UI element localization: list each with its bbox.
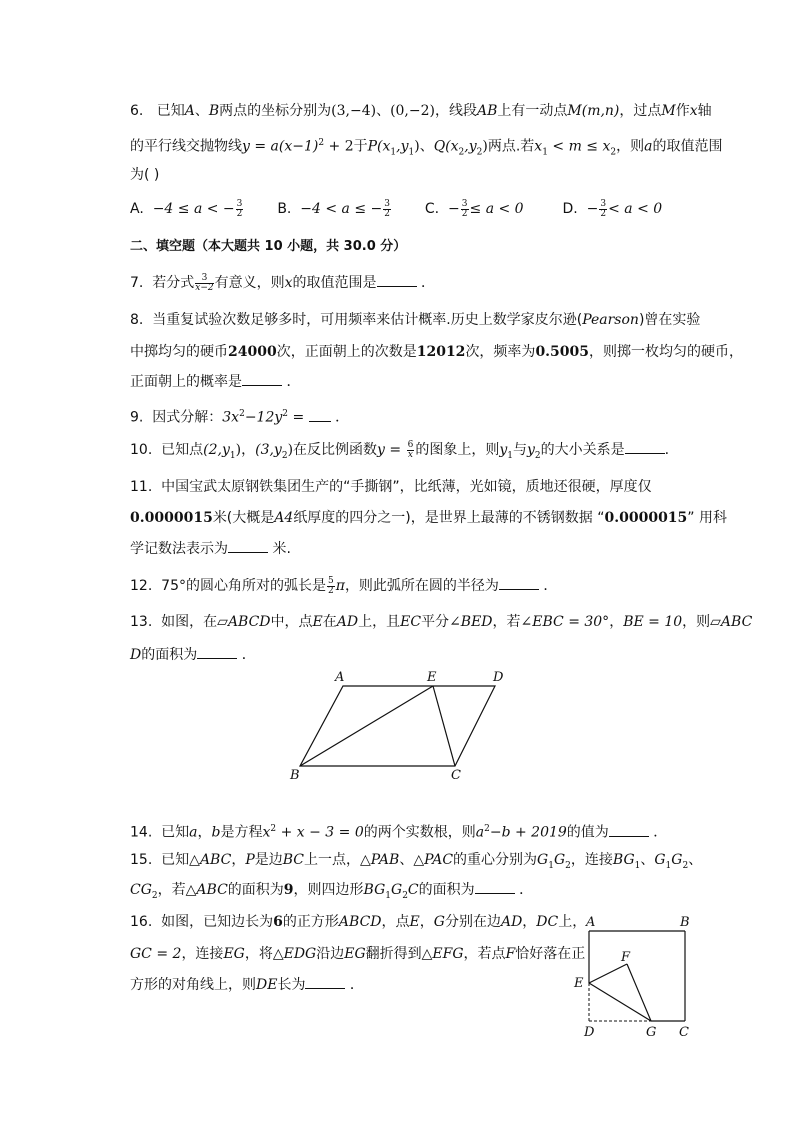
segment-fg [627, 964, 651, 1021]
answer-blank[interactable] [625, 441, 665, 454]
q8-line3: 正面朝上的概率是 ． [130, 374, 301, 390]
answer-blank[interactable] [309, 409, 331, 422]
q14-line: 14. 已知a，b是方程$x^2 + x - 3 = 0$的两个实数根，则$a^2-b + 2019$的值为 ． [130, 824, 668, 841]
q8-line1: 8. 当重复试验次数足够多时，可用频率来估计概率.历史上数学家皮尔逊(Pearson)曾在实验 [130, 312, 701, 328]
parallelogram-figure [285, 668, 515, 783]
fraction: $\frac{3}{2}$ [236, 198, 243, 219]
q16-line2: GC = 2，连接EG，将△EDG沿边EG翻折得到△EFG，若点F恰好落在正 [130, 946, 586, 962]
answer-blank[interactable] [305, 976, 345, 989]
q6-options [130, 199, 662, 219]
q11-line2: 0.0000015米(大概是A4纸厚度的四分之一)，是世界上最薄的不锈钢数据 “0.0000015” 用科 [130, 510, 727, 526]
q11-line3: 学记数法表示为 米. [130, 541, 291, 557]
parallelogram-abcd [300, 686, 495, 766]
segment-eg [589, 983, 651, 1021]
fraction: $\frac{6}{x}$ [407, 439, 414, 460]
q7-line: 7. 若分式 $\frac{3}{x-2}$ 有意义，则x的取值范围是 ． [130, 272, 435, 293]
q8-line2: 中掷均匀的硬币24000次，正面朝上的次数是12012次，频率为0.5005，则掷一枚均匀的硬币， [130, 344, 744, 360]
q6-number: 6. [130, 103, 144, 119]
square-fold-figure [570, 912, 700, 1040]
q6-option-d[interactable]: D. − $\frac{3}{2}$ < a < 0 [562, 198, 663, 219]
answer-blank[interactable] [197, 646, 237, 659]
segment-be [300, 686, 433, 766]
q6-option-b[interactable]: B. −4 < a ≤ − $\frac{3}{2}$ [277, 198, 390, 219]
q6-line1: 6. 已知A、B两点的坐标分别为(3,−4)、(0,−2)，线段AB上有一动点M(m,n)，过点M作x轴 [130, 103, 712, 119]
q10-line: 10. 已知点$(2,y_1)$，$(3,y_2)$在反比例函数y = $\frac{6}{x}$ 的图象上，则$y_1$与$y_2$的大小关系是 . [130, 439, 670, 461]
segment-ef [589, 964, 627, 983]
q13-line2: D的面积为 ． [130, 647, 256, 663]
answer-blank[interactable] [609, 824, 649, 837]
label-c: C [451, 768, 461, 783]
label-e: E [427, 670, 437, 685]
segment-ec [433, 686, 455, 766]
fraction: $\frac{3}{x-2}$ [195, 272, 214, 293]
fraction: $\frac{5}{2}$ [328, 575, 334, 596]
answer-blank[interactable] [377, 274, 417, 287]
answer-blank[interactable] [228, 540, 268, 553]
q13-line1: 13. 如图，在▱ABCD中，点E在AD上，且EC平分∠BED，若∠EBC = 30°，BE = 10，则▱ABC [130, 614, 753, 630]
answer-blank[interactable] [475, 881, 515, 894]
label-f: F [621, 950, 631, 965]
q11-line1: 11. 中国宝武太原钢铁集团生产的“手撕钢”，比纸薄，光如镜，质地还很硬，厚度仅 [130, 479, 652, 495]
label-c: C [679, 1025, 689, 1040]
label-g: G [646, 1025, 657, 1040]
answer-blank[interactable] [242, 373, 282, 386]
answer-blank[interactable] [499, 577, 539, 590]
q12-line: 12. 75°的圆心角所对的弧长是 $\frac{5}{2}$ π，则此弧所在圆的半径为 ． [130, 575, 558, 596]
label-a: A [335, 670, 345, 685]
q6-line2: 的平行线交抛物线$y = a(x-1)^2 + 2$于$P(x_1,y_1)$、$Q(x_2,y_2)$两点.若$x_1 < m \le x_2$，则a的取值范围 [130, 138, 723, 158]
label-d: D [584, 1025, 595, 1040]
q15-line1: 15. 已知△ABC，P是边BC上一点，△PAB、△PAC的重心分别为$G_1G_2$，连接$BG_1$、$G_1G_2$、 [130, 852, 703, 871]
q16-line1: 16. 如图，已知边长为6的正方形ABCD，点E，G分别在边AD，DC上， [130, 914, 587, 930]
q16-line3: 方形的对角线上，则DE长为 ． [130, 977, 364, 993]
q6-option-c[interactable]: C. − $\frac{3}{2}$ ≤ a < 0 [424, 198, 524, 219]
label-e: E [574, 976, 584, 991]
fraction: $\frac{3}{2}$ [384, 198, 390, 219]
label-a: A [586, 915, 596, 930]
label-b: B [680, 915, 690, 930]
fraction: $\frac{3}{2}$ [600, 198, 607, 219]
q9-line: 9. 因式分解：$3x^2-12y^2$ = ． [130, 409, 350, 426]
q15-line2: $CG_2$，若△ABC的面积为9，则四边形$BG_1G_2C$的面积为 ． [130, 882, 534, 901]
fraction: $\frac{3}{2}$ [461, 198, 468, 219]
label-d: D [493, 670, 504, 685]
q6-option-a[interactable]: A. −4 ≤ a < − $\frac{3}{2}$ [130, 198, 243, 219]
section-heading: 二、填空题（本大题共 10 小题，共 30.0 分） [130, 239, 407, 254]
label-b: B [290, 768, 300, 783]
q6-line3: 为( ) [130, 167, 160, 183]
